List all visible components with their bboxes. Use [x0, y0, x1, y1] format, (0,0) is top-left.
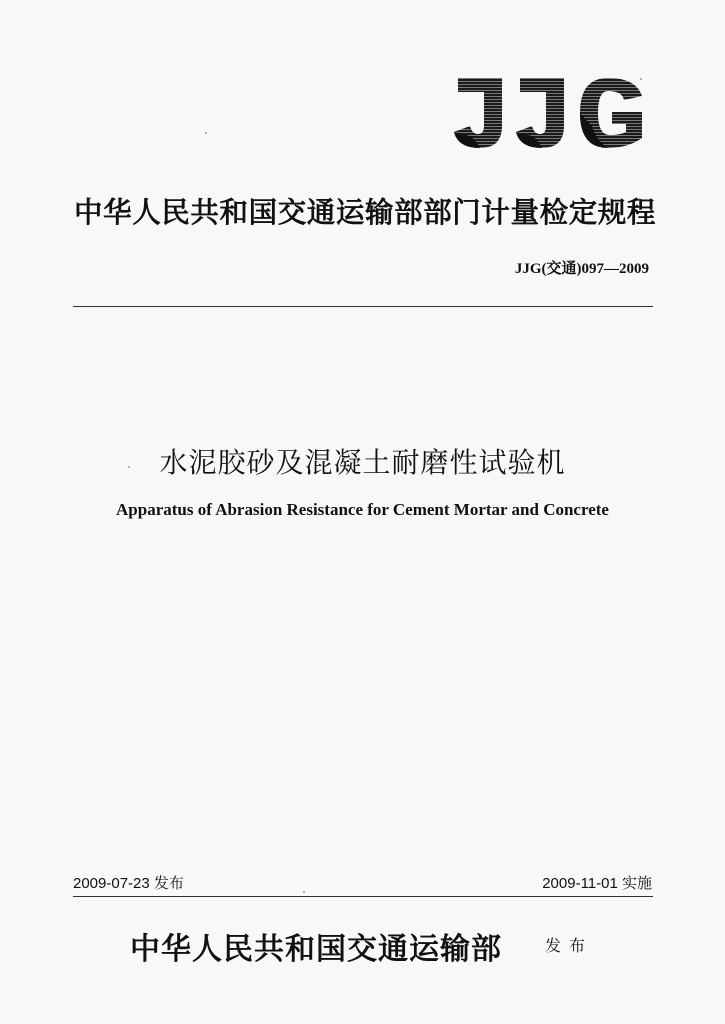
publish-label: 发布 — [545, 936, 594, 955]
scan-speck — [303, 891, 305, 893]
scan-speck — [640, 78, 642, 80]
publisher-name: 中华人民共和国交通运输部 — [130, 932, 502, 967]
top-divider — [73, 306, 653, 307]
jjg-logo-icon — [446, 74, 646, 152]
scan-speck — [205, 132, 207, 134]
organization-title: 中华人民共和国交通运输部部门计量检定规程 — [74, 195, 657, 229]
document-title-english: Apparatus of Abrasion Resistance for Cement Mortar and Concrete — [116, 500, 609, 519]
bottom-divider — [73, 896, 653, 897]
document-title-chinese: 水泥胶砂及混凝土耐磨性试验机 — [159, 446, 566, 479]
scan-speck — [128, 466, 130, 468]
effective-date: 2009-11-01 实施 — [542, 875, 652, 892]
issue-date: 2009-07-23 发布 — [73, 875, 184, 892]
standard-code: JJG(交通)097—2009 — [514, 261, 649, 277]
